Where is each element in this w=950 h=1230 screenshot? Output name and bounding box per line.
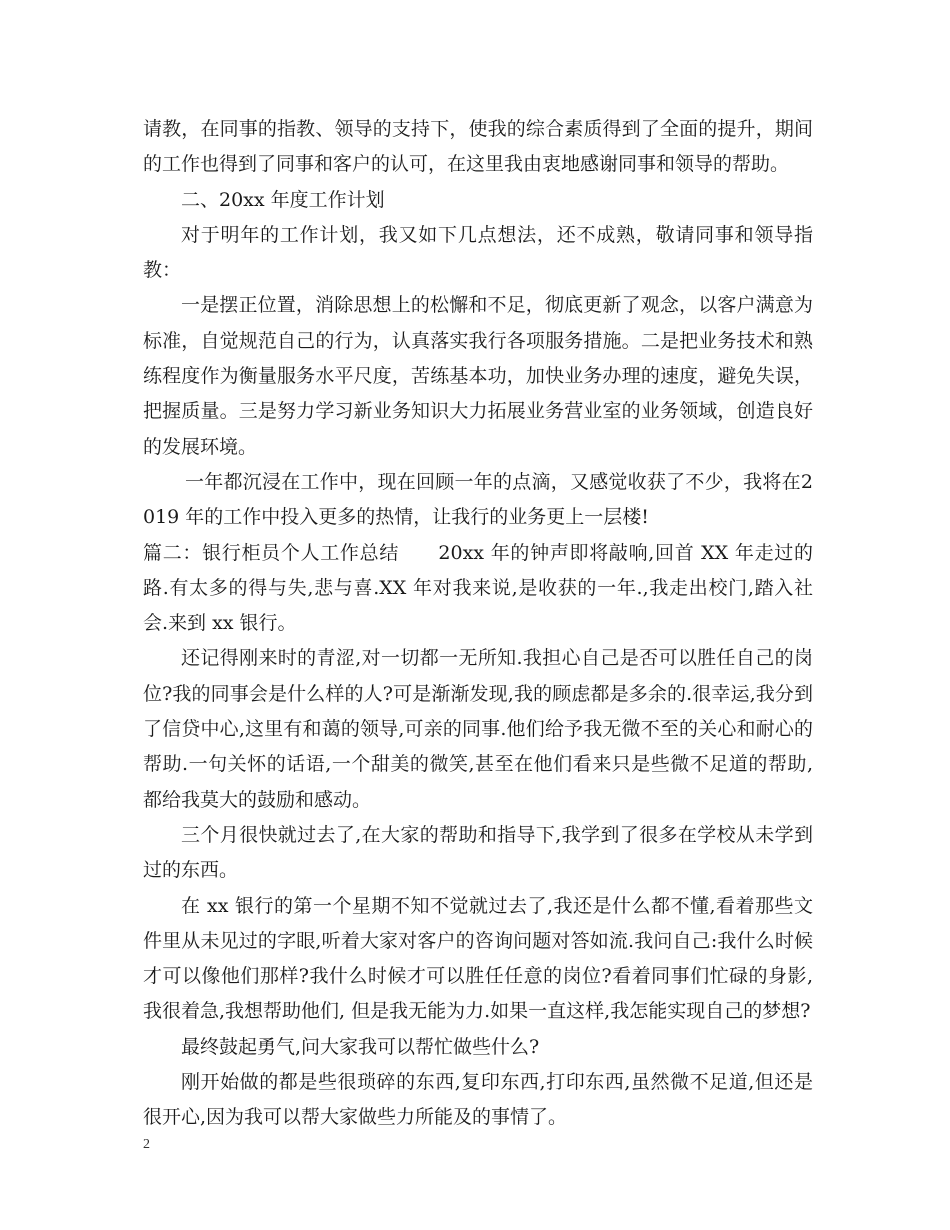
paragraph-courage: 最终鼓起勇气,问大家我可以帮忙做些什么?	[181, 1035, 540, 1058]
paragraph-small-tasks: 刚开始做的都是些很琐碎的东西,复印东西,打印东西,虽然微不足道,但还是很开心,因为我可以帮大家做些力所能及的事情了。	[143, 1071, 813, 1129]
paragraph-plan-points: 一是摆正位置，消除思想上的松懈和不足，彻底更新了观念，以客户满意为标准，自觉规范自己的行为，认真落实我行各项服务措施。二是把业务技术和熟练程度作为衡量服务水平尺度，苦练基本功，加快业务办理的速度，避免失误，把握质量。三是努力学习新业务知识大力拓展业务营业室的业务领域，创造良好的发展环境。	[143, 294, 813, 458]
paragraph-plan-intro: 对于明年的工作计划，我又如下几点想法，还不成熟，敬请同事和领导指教：	[143, 223, 813, 282]
document-body	[143, 112, 813, 1136]
section-heading-work-plan: 二、20xx 年度工作计划	[181, 188, 385, 211]
page-number: 2	[143, 1137, 150, 1152]
paragraph-first-week: 在 xx 银行的第一个星期不知不觉就过去了,我还是什么都不懂,看着那些文件里从未见过的字眼,听着大家对客户的咨询问题对答如流.我问自己:我什么时候才可以像他们那样?我什么时候才可以胜任任意的岗位?看着同事们忙碌的身影,我很着急,我想帮助他们, 但是我无能为力.如果一直这样,我怎能实现自己的梦想?	[143, 894, 813, 1023]
article-two-heading-paragraph: 篇二：银行柜员个人工作总结 20xx 年的钟声即将敲响,回首 XX 年走过的路.有太多的得与失,悲与喜.XX 年对我来说,是收获的一年.,我走出校门,踏入社会.来到 xx 银行。	[143, 541, 813, 635]
paragraph-continuation: 请教，在同事的指教、领导的支持下，使我的综合素质得到了全面的提升，期间的工作也得到了同事和客户的认可，在这里我由衷地感谢同事和领导的帮助。	[143, 118, 813, 176]
paragraph-year-reflection: 一年都沉浸在工作中，现在回顾一年的点滴，又感觉收获了不少，我将在2019 年的工作中投入更多的热情，让我行的业务更上一层楼!	[143, 470, 813, 529]
paragraph-three-months: 三个月很快就过去了,在大家的帮助和指导下,我学到了很多在学校从未学到过的东西。	[143, 823, 813, 882]
paragraph-first-days: 还记得刚来时的青涩,对一切都一无所知.我担心自己是否可以胜任自己的岗位?我的同事会是什么样的人?可是渐渐发现,我的顾虑都是多余的.很幸运,我分到了信贷中心,这里有和蔼的领导,可亲的同事.他们给予我无微不至的关心和耐心的帮助.一句关怀的话语,一个甜美的微笑,甚至在他们看来只是些微不足道的帮助,都给我莫大的鼓励和感动。	[143, 647, 813, 811]
